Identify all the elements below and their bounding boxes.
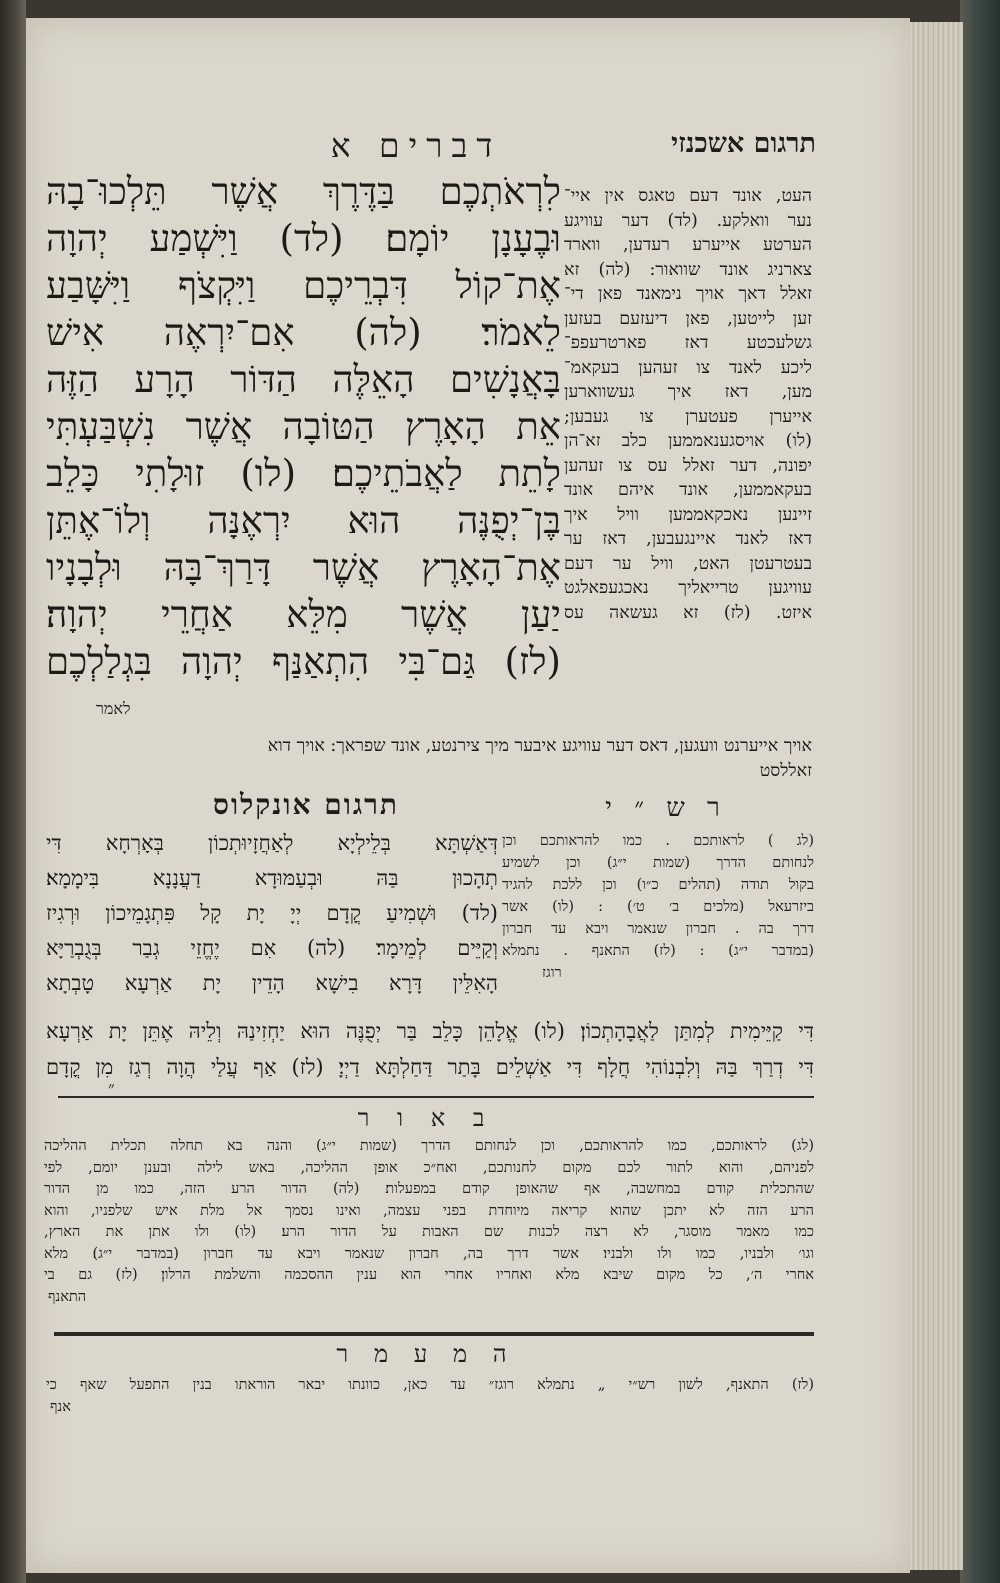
- divider-rule: [58, 1096, 814, 1098]
- biur-line: וגו׳ ולבניו, כמו ולו ולבניו׃ אשר דרך בה, חברון שנאמר ויבא עד חברון (במדבר י״ג)׃ מלא: [44, 1245, 814, 1262]
- german-line: (לו) אויסגענאממען כלב זא־הן: [564, 431, 812, 451]
- german-line: זאלל דאך אויך נימאנד פאן די־: [564, 284, 812, 304]
- german-line: בעקאממען, אונד איהם אונד: [564, 480, 812, 500]
- rashi-heading: ר ש ״ י: [605, 793, 727, 823]
- onkelos-line: דִּי קַיֵּימִית לְמִתַּן לַאֲבָהָתְכוֹן׃ (לו) אֱלָהֵן כָּלֵב בַּר יְפֻנֶּה הוּא יַחְזִינַהּ וְלֵיהּ אֶתֵּן יָת אַרְעָא: [46, 1019, 814, 1043]
- german-line: נער וואלקע. (לד) דער עוויגע: [564, 210, 812, 231]
- biur-line: הרע הזה לא יתכן שהוא קריאה מיוחדת בפני עצמה, ואינו נסמך אל מלת איש שלפניו, והוא: [44, 1202, 814, 1219]
- german-line: עוויגען טרייאליך נאכגעפאלגט: [564, 578, 812, 598]
- biur-catchword: התאנף: [48, 1288, 87, 1305]
- rashi-line: רוגז: [542, 965, 562, 981]
- german-line: אייערן פעטערן צו געבען;: [564, 406, 812, 427]
- hebrew-line: יַעַן אֲשֶׁר מִלֵּא אַחֲרֵי יְהוָה׃: [46, 593, 561, 636]
- biur-line: שהתכלית קודם במחשבה, אף שהאופן קודם במפעלות׃ (לה) הדור הרע הזה, כמו מן הדור: [44, 1181, 814, 1197]
- hebrew-line: וּבֶעָנָן יוֹמָם׃ (לד) וַיִּשְׁמַע יְהוָה: [46, 217, 561, 260]
- rashi-line: לנחותם הדרך (שמות י״ג) וכן לשמיע: [502, 855, 814, 871]
- german-line: דאז לאנד איינגעבען, דאז ער: [564, 529, 812, 549]
- german-line: זען לייטען, פאן דיעזעם בעזען: [564, 308, 812, 329]
- german-line: הערטע אייערע רעדען, ווארד: [564, 235, 812, 255]
- onkelos-column: [46, 826, 498, 1001]
- translation-heading: תרגום אשכנזי: [671, 128, 816, 159]
- onkelos-catchword: ״: [108, 1078, 115, 1099]
- german-line: זיינען נאכקאממען וויל איך: [564, 504, 812, 525]
- biur-line: כמו מאמר מוסגר, לא רצה לכנות שם האבות על הדור הרע׃ (לו) ולו אתן את הארץ,: [44, 1224, 814, 1240]
- german-translation-column: [564, 184, 812, 625]
- german-line: איזט. (לז) זא געשאה עס: [564, 602, 812, 623]
- german-line: גשלעכטע דאז פארטרעפפ־: [564, 333, 812, 353]
- onkelos-full-width: [46, 1013, 814, 1085]
- book-cover-right: [960, 0, 1000, 1583]
- meamar-line: (לז) התאנף, לשון רש״י „ נתמלא רוגז״ עד כאן, כוונתו יבאר הוראתו בנין התפעל שאף כי: [46, 1377, 814, 1393]
- rashi-line: (לג ) לראותכם . כמו להראותכם וכן: [502, 833, 814, 849]
- hebrew-text-block: [46, 168, 561, 685]
- meamar-line: אנף: [50, 1399, 71, 1415]
- german-line: ליכע לאנד צו זעהען בעקאמ־: [564, 357, 812, 378]
- hebrew-line: אֵת הָאָרֶץ הַטּוֹבָה אֲשֶׁר נִשְׁבַּעְתִּי: [46, 405, 561, 448]
- hebrew-catchword: לאמר: [96, 699, 131, 718]
- page-edges: [905, 22, 963, 1570]
- german-line: יפונה, דער זאלל עס צו זעהען: [564, 455, 812, 476]
- book-title: דברים א: [330, 126, 502, 165]
- divider-rule-thick: [54, 1332, 814, 1336]
- biur-heading: ב א ו ר: [357, 1104, 495, 1132]
- hebrew-line: אֶת־הָאָרֶץ אֲשֶׁר דָּרַךְ־בָּהּ וּלְבָנָיו: [46, 546, 561, 589]
- onkelos-line: (לד) וּשְׁמִיעַ קֳדָם יְיָ יָת קָל פִּתְגָמֵיכוֹן וּרְגִיז: [46, 901, 498, 925]
- hebrew-line: לָתֵת לַאֲבֹתֵיכֶם׃ (לו) זוּלָתִי כָּלֵב: [46, 452, 561, 495]
- rashi-line: בקול תודה (תהלים כ״ו) וכן ללכת להגיד: [502, 877, 814, 893]
- onkelos-line: דִּי דְרַךְ בַּהּ וְלִבְנוֹהִי חֲלָף דִּי אַשְׁלֵים בָּתַר דַּחַלְתָּא דַיְיָ׃ (לז) אַף עֲלַי הֲוָה רְגַז מִן קֳדָם: [46, 1055, 814, 1079]
- german-line: אויך אייערנט וועגען, דאס דער עוויגע איבער מיך צירנטע, אונד שפראך: אויך דוא: [267, 736, 812, 756]
- biur-line: (לג) לראותכם, כמו להראותכם, וכן לנחותם הדרך (שמות י״ג) והנה בא תחלה תכלית ההליכה: [44, 1138, 814, 1154]
- biur-commentary: [44, 1136, 814, 1308]
- hebrew-line: (לז) גַּם־בִּי הִתְאַנַּף יְהוָה בִּגְלַלְכֶם: [46, 640, 561, 683]
- hebrew-line: אֶת־קוֹל דִּבְרֵיכֶם וַיִּקְצֹף וַיִּשָּׁבַע: [46, 264, 561, 307]
- hebrew-line: בָּאֲנָשִׁים הָאֵלֶּה הַדּוֹר הָרָע הַזֶּה: [46, 358, 561, 401]
- rashi-line: ביזרעאל (מלכים ב׳ ט׳) : (לו) אשר: [502, 899, 814, 915]
- biur-line: אחרי ה׳, כל מקום שיבא מלא ואחריו אחרי הוא ענין ההסכמה והשלמת הרלון׃ (לז) גם בי: [44, 1267, 814, 1283]
- onkelos-line: וְקַיֵּים לְמֵימָר׃ (לה) אִם יֶחֱזֵי גְבַר בְּגֻבְרַיָּא: [46, 936, 498, 960]
- german-line: צארניג אונד שוואור: (לה) זא: [564, 259, 812, 280]
- german-line: מען, דאז איך געשווארען: [564, 382, 812, 402]
- biur-line: לפניהם, והוא לתור לכם מקום לחנותכם, ואח״כ אופן ההליכה, באש לילה ובענן יומם, לפי: [44, 1159, 814, 1176]
- rashi-line: דרך בה . חברון שנאמר ויבא עד חברון: [502, 921, 814, 937]
- german-line: בעטרעטן האט, וויל ער דעם: [564, 553, 812, 574]
- hebrew-line: לִרְאֹתְכֶם בַּדֶּרֶךְ אֲשֶׁר תֵּלְכוּ־בָהּ: [46, 170, 561, 213]
- german-line: העט, אונד דעם טאגס אין איי־: [564, 186, 812, 206]
- meamar-commentary: [46, 1374, 814, 1418]
- onkelos-line: הָאִלֵּין דָּרָא בִישָׁא הָדֵין יָת אַרְעָא טָבְתָא: [46, 971, 498, 995]
- german-translation-continuation: [46, 734, 812, 784]
- onkelos-line: דְּאַשְׁתָּא בְּלֵילְיָא לְאַחֲזָיוּתְכוֹן בְּאָרְחָא דִּי: [46, 831, 498, 855]
- hebrew-line: לֵאמֹר׃ (לה) אִם־יִרְאֶה אִישׁ: [46, 311, 561, 354]
- book-page: [26, 18, 910, 1573]
- onkelos-heading: תרגום אונקלוס: [213, 788, 399, 821]
- hebrew-line: בֶּן־יְפֻנֶּה הוּא יִרְאֶנָּה וְלוֹ־אֶתֵּן: [46, 499, 561, 542]
- book-cover-left: [0, 0, 26, 1583]
- german-line: זאללסט: [759, 761, 812, 781]
- rashi-line: (במדבר י״ג) : (לז) התאנף . נתמלא: [502, 943, 814, 959]
- rashi-column: [502, 830, 814, 984]
- meamar-heading: ה מ ע מ ר: [336, 1340, 516, 1368]
- onkelos-line: תְהָכוּן בַּהּ וּבְעַמּוּדָא דַעֲנָנָא בִּימָמָא׃: [46, 866, 498, 890]
